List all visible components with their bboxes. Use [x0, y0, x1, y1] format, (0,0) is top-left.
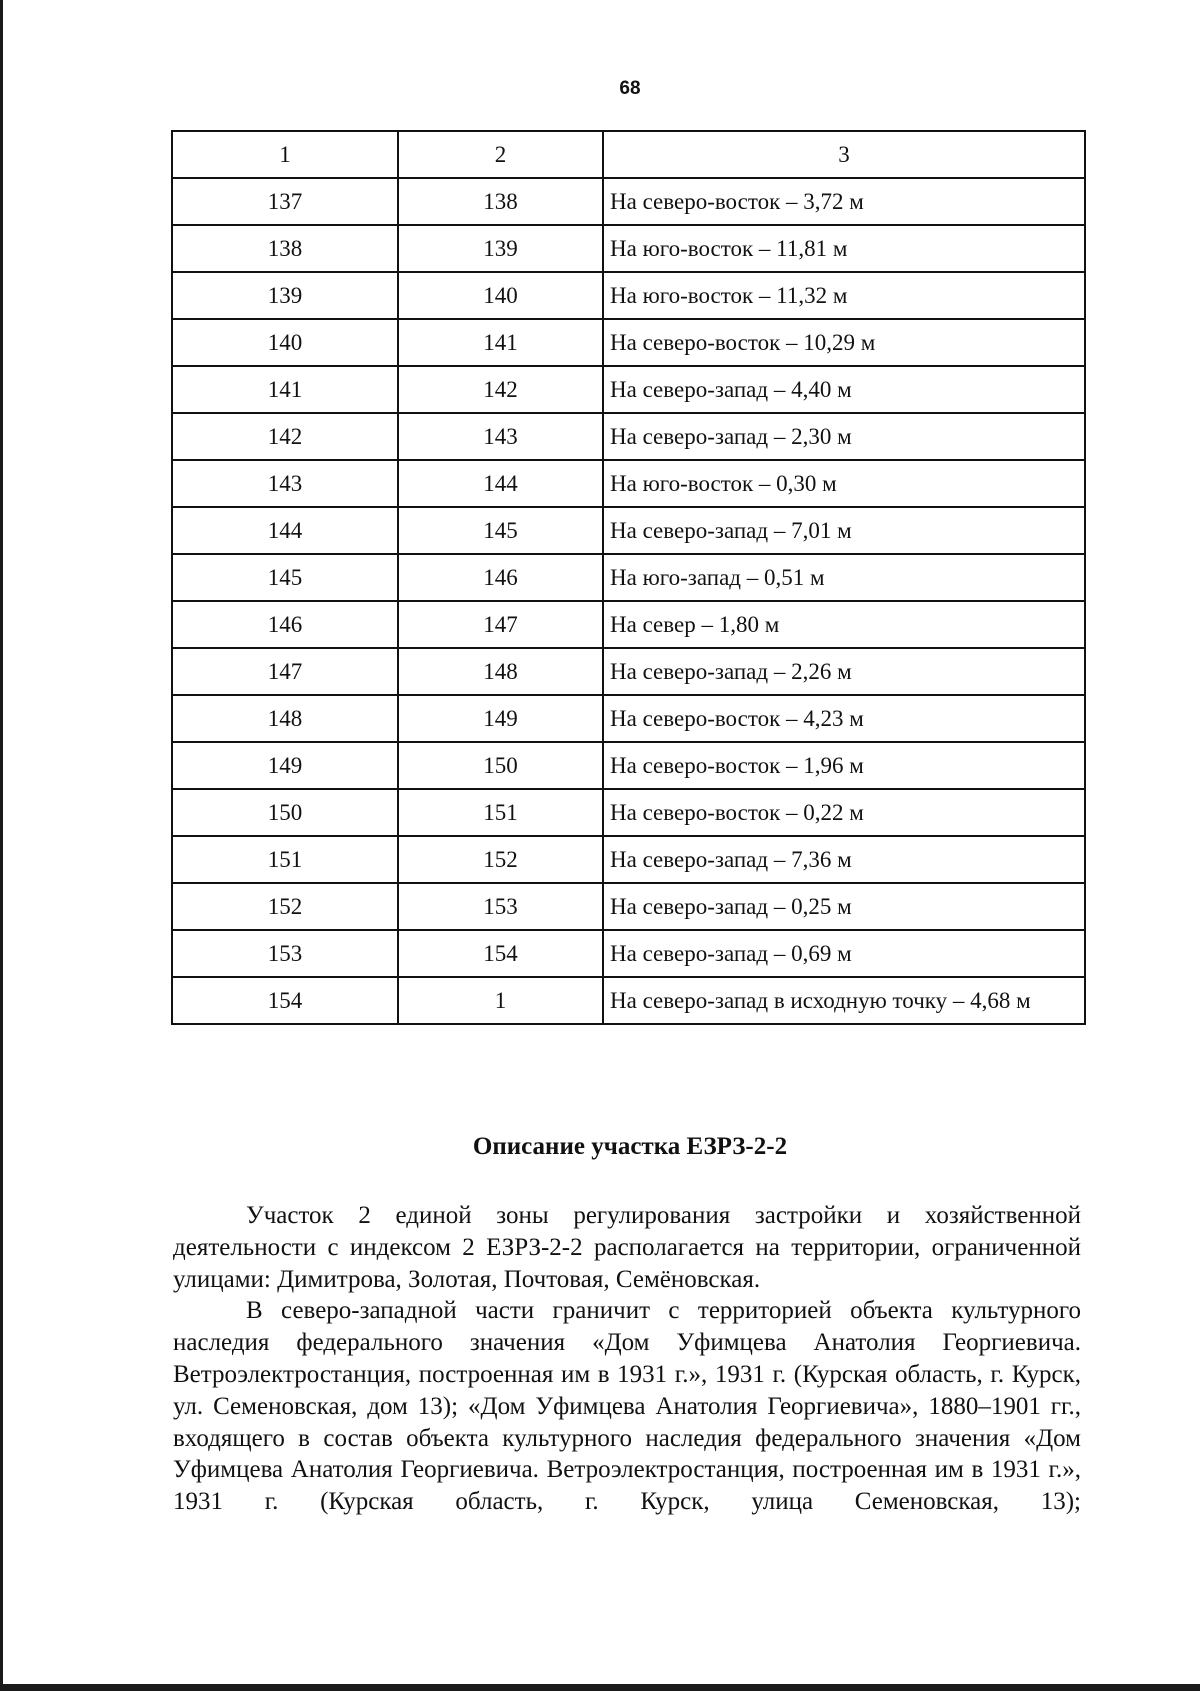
- direction-cell: На северо-запад – 4,40 м: [603, 366, 1085, 413]
- table-row: [172, 319, 1085, 366]
- direction-cell: На юго-восток – 11,32 м: [603, 272, 1085, 319]
- to-point-cell: 153: [398, 883, 603, 930]
- to-point-cell: 144: [398, 460, 603, 507]
- direction-cell: На северо-восток – 0,22 м: [603, 789, 1085, 836]
- from-point-cell: 138: [172, 225, 398, 272]
- to-point-cell: 148: [398, 648, 603, 695]
- to-point-cell: 152: [398, 836, 603, 883]
- direction-cell: На северо-запад – 0,25 м: [603, 883, 1085, 930]
- from-point-cell: 147: [172, 648, 398, 695]
- to-point-cell: 146: [398, 554, 603, 601]
- direction-cell: На северо-восток – 4,23 м: [603, 695, 1085, 742]
- table-row: [172, 413, 1085, 460]
- direction-cell: На северо-запад – 2,26 м: [603, 648, 1085, 695]
- header-cell-1: 1: [172, 131, 398, 178]
- direction-cell: На северо-восток – 3,72 м: [603, 178, 1085, 225]
- from-point-cell: 140: [172, 319, 398, 366]
- from-point-cell: 145: [172, 554, 398, 601]
- from-point-cell: 141: [172, 366, 398, 413]
- from-point-cell: 144: [172, 507, 398, 554]
- to-point-cell: 139: [398, 225, 603, 272]
- to-point-cell: 151: [398, 789, 603, 836]
- to-point-cell: 150: [398, 742, 603, 789]
- paragraph-2: В северо-западной части граничит с территорией объекта культурного наследия федерального значения «Дом Уфимцева Анатолия Георгиевича. Ветроэлектростанция, построенная им в 1931 г.», 1931 г. (Курская область, г. Курск, ул. Семеновская, дом 13); «Дом Уфимцева Анатолия Георгиевича», 1880–1901 гг., входящего в состав объекта культурного наследия федерального значения «Дом Уфимцева Анатолия Георгиевича. Ветроэлектростанция, построенная им в 1931 г.», 1931 г. (Курская область, г. Курск, улица Семеновская, 13);: [173, 1297, 1081, 1516]
- from-point-cell: 151: [172, 836, 398, 883]
- from-point-cell: 153: [172, 930, 398, 977]
- table-row: [172, 272, 1085, 319]
- table-row: [172, 366, 1085, 413]
- direction-cell: На северо-восток – 10,29 м: [603, 319, 1085, 366]
- page-number: 68: [619, 78, 641, 99]
- table-row: [172, 883, 1085, 930]
- direction-cell: На юго-восток – 0,30 м: [603, 460, 1085, 507]
- to-point-cell: 141: [398, 319, 603, 366]
- from-point-cell: 148: [172, 695, 398, 742]
- from-point-cell: 149: [172, 742, 398, 789]
- table-row: [172, 554, 1085, 601]
- direction-cell: На юго-запад – 0,51 м: [603, 554, 1085, 601]
- to-point-cell: 147: [398, 601, 603, 648]
- direction-cell: На северо-запад в исходную точку – 4,68 м: [603, 977, 1085, 1024]
- table-row: [172, 930, 1085, 977]
- scan-left-edge: [0, 0, 3, 1691]
- table-row: [172, 507, 1085, 554]
- table-row: [172, 460, 1085, 507]
- table-row: [172, 601, 1085, 648]
- to-point-cell: 142: [398, 366, 603, 413]
- table-row: [172, 977, 1085, 1024]
- table-body: [172, 131, 1085, 1024]
- direction-cell: На северо-запад – 0,69 м: [603, 930, 1085, 977]
- from-point-cell: 152: [172, 883, 398, 930]
- body-text: [173, 1200, 1081, 1518]
- to-point-cell: 140: [398, 272, 603, 319]
- from-point-cell: 139: [172, 272, 398, 319]
- to-point-cell: 138: [398, 178, 603, 225]
- from-point-cell: 137: [172, 178, 398, 225]
- to-point-cell: 154: [398, 930, 603, 977]
- to-point-cell: 143: [398, 413, 603, 460]
- direction-cell: На северо-запад – 2,30 м: [603, 413, 1085, 460]
- from-point-cell: 146: [172, 601, 398, 648]
- to-point-cell: 149: [398, 695, 603, 742]
- table-row: [172, 836, 1085, 883]
- table-row: [172, 742, 1085, 789]
- section-title: Описание участка ЕЗРЗ-2-2: [472, 1133, 788, 1160]
- table-row: [172, 648, 1085, 695]
- table-row: [172, 178, 1085, 225]
- to-point-cell: 145: [398, 507, 603, 554]
- table-row: [172, 789, 1085, 836]
- table-row: [172, 225, 1085, 272]
- scan-bottom-edge: [0, 1684, 1200, 1691]
- paragraph-1: Участок 2 единой зоны регулирования застройки и хозяйственной деятельности с индексом 2 ЕЗРЗ-2-2 располагается на территории, ограниченной улицами: Димитрова, Золотая, Почтовая, Семёновская.: [173, 1202, 1081, 1293]
- from-point-cell: 142: [172, 413, 398, 460]
- header-cell-2: 2: [398, 131, 603, 178]
- from-point-cell: 143: [172, 460, 398, 507]
- direction-cell: На юго-восток – 11,81 м: [603, 225, 1085, 272]
- direction-cell: На северо-запад – 7,36 м: [603, 836, 1085, 883]
- from-point-cell: 154: [172, 977, 398, 1024]
- coordinates-table: [171, 130, 1086, 1025]
- table-header-row: [172, 131, 1085, 178]
- direction-cell: На север – 1,80 м: [603, 601, 1085, 648]
- to-point-cell: 1: [398, 977, 603, 1024]
- direction-cell: На северо-восток – 1,96 м: [603, 742, 1085, 789]
- direction-cell: На северо-запад – 7,01 м: [603, 507, 1085, 554]
- table-row: [172, 695, 1085, 742]
- header-cell-3: 3: [603, 131, 1085, 178]
- from-point-cell: 150: [172, 789, 398, 836]
